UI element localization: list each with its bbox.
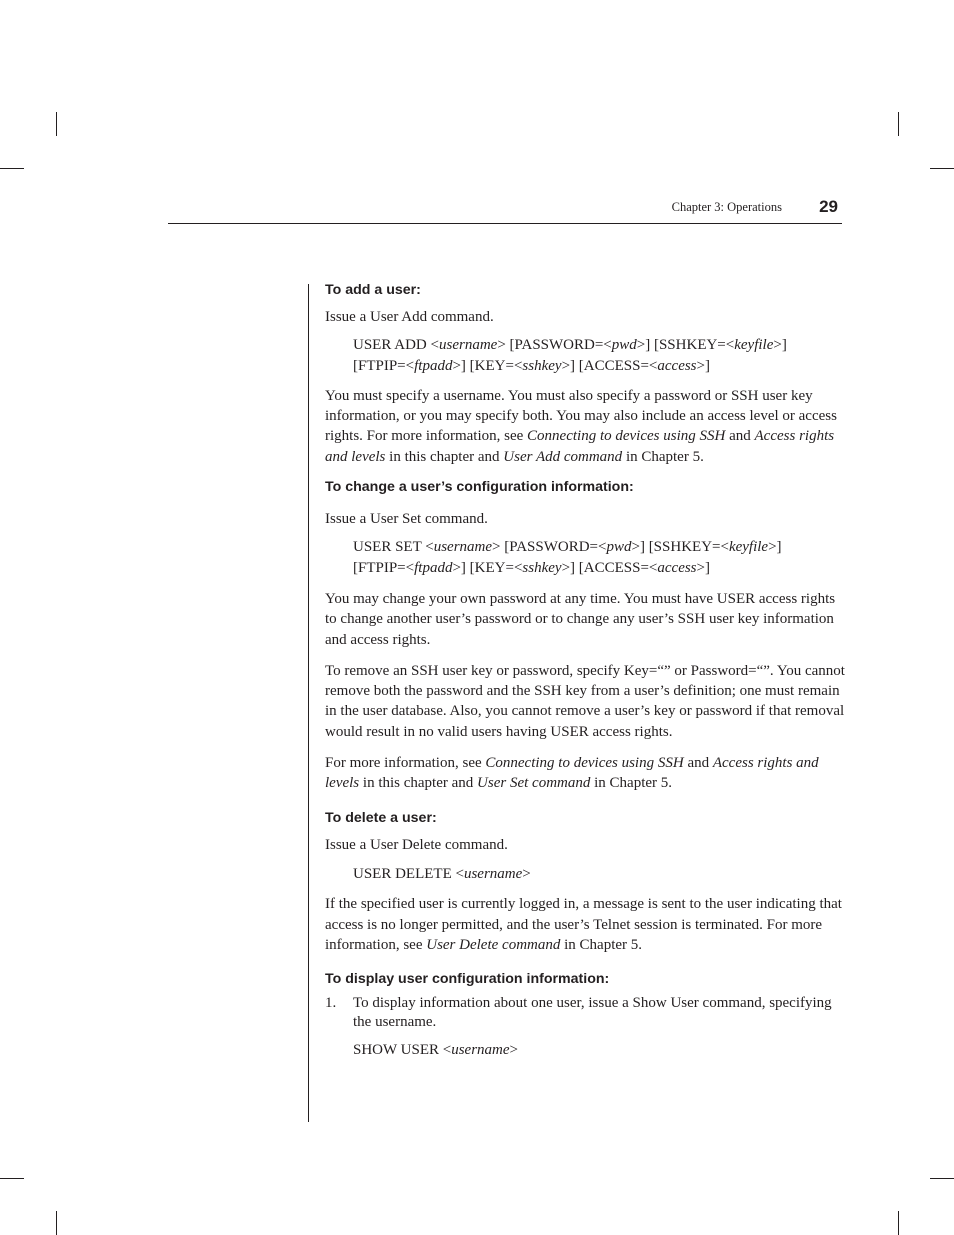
crop-mark — [56, 1211, 57, 1235]
crop-mark — [930, 168, 954, 169]
add-user-syntax: USER ADD <username> [PASSWORD=<pwd>] [SSHKEY=<keyfile>] [FTPIP=<ftpadd>] [KEY=<sshkey>] [ACCESS=<access>] — [353, 337, 787, 374]
section-heading-display-user: To display user configuration information: — [325, 971, 610, 988]
header-rule — [168, 223, 842, 224]
crop-mark — [0, 168, 24, 169]
change-user-syntax: USER SET <username> [PASSWORD=<pwd>] [SSHKEY=<keyfile>] [FTPIP=<ftpadd>] [KEY=<sshkey>] [ACCESS=<access>] — [353, 539, 782, 576]
section-heading-add-user: To add a user: — [325, 282, 421, 298]
section-heading-delete-user: To delete a user: — [325, 809, 437, 826]
page-number: 29 — [819, 197, 838, 216]
crop-mark — [0, 1178, 24, 1179]
crop-mark — [930, 1178, 954, 1179]
list-item — [325, 994, 845, 1032]
crop-mark — [898, 1211, 899, 1235]
section-heading-change-user: To change a user’s configuration information: — [325, 479, 634, 496]
crop-mark — [56, 112, 57, 136]
delete-user-intro: Issue a User Delete command. — [325, 836, 508, 853]
running-head: Chapter 3: Operations — [671, 200, 782, 214]
add-user-description: You must specify a username. You must also specify a password or SSH user key information, or you may specify both. You may also include an access level or access rights. For more information, see Connecting to devices using SSH and Access rights and levels in this chapter and User Add command in Chapter 5. — [325, 387, 837, 465]
delete-user-description: If the specified user is currently logged in, a message is sent to the user indicating that access is no longer permitted, and the user’s Telnet session is terminated. For more information, see User Delete command in Chapter 5. — [325, 896, 842, 953]
add-user-intro: Issue a User Add command. — [325, 309, 494, 325]
show-user-syntax: SHOW USER <username> — [353, 1042, 518, 1059]
change-user-para-1: You may change your own password at any time. You must have USER access rights to change another user’s password or to change any user’s SSH user key information and access rights. — [325, 590, 836, 648]
delete-user-syntax: USER DELETE <username> — [353, 865, 531, 882]
list-item-number: 1. — [325, 995, 337, 1012]
page-body — [325, 280, 845, 1060]
list-item-text: To display information about one user, issue a Show User command, specifying the username. — [353, 995, 832, 1031]
change-user-para-3: For more information, see Connecting to devices using SSH and Access rights and levels in this chapter and User Set command in Chapter 5. — [325, 755, 819, 792]
change-user-intro: Issue a User Set command. — [325, 511, 488, 528]
margin-rule — [308, 284, 309, 1122]
crop-mark — [898, 112, 899, 136]
change-user-para-2: To remove an SSH user key or password, specify Key=“” or Password=“”. You cannot remove both the password and the SSH key from a user’s definition; one must remain in the user database. Also, you cannot remove a user’s key or password if that removal would result in no valid users having USER access rights. — [325, 662, 845, 740]
